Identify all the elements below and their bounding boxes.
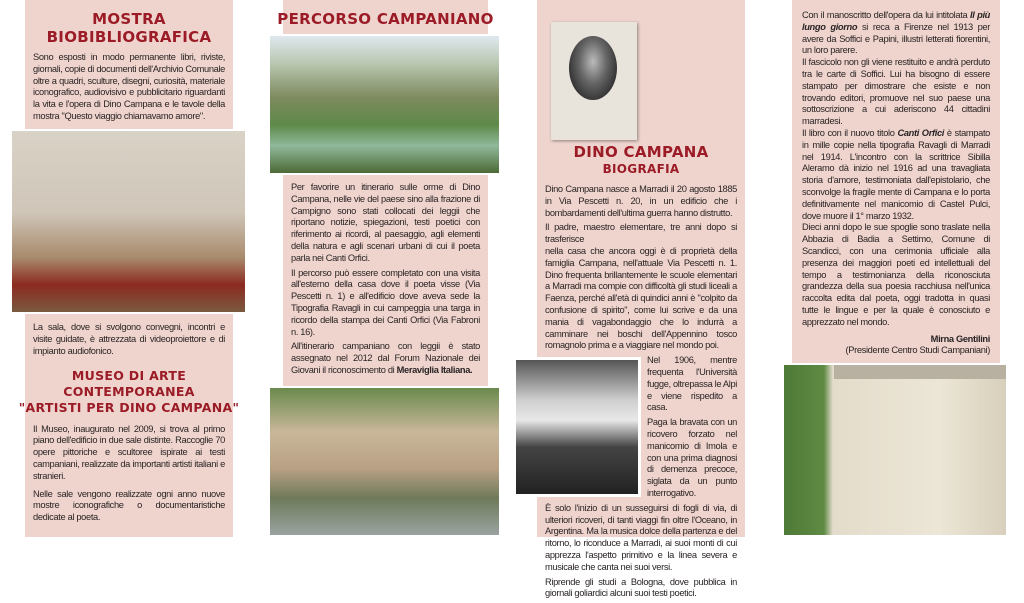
percorso-title: PERCORSO CAMPANIANO [277,10,494,28]
percorso-text [283,175,488,386]
percorso-p3 [291,341,480,376]
column-biografia-cont [782,0,1008,537]
group-waterfall-photo [513,357,641,497]
sala-text: La sala, dove si svolgono convegni, incontri e visite guidate, è attrezzata di videoproiettore e di impianto audiofonico. [33,322,225,356]
museo-title-line2: "ARTISTI PER DINO CAMPANA" [18,399,240,415]
bio4-p1b: si reca a Firenze nel 1913 per avere da Soffici e Papini, illustri letterati fiorentini, un loro parere. [802,21,990,56]
column-mostra [10,0,247,537]
bio-cont-text [792,0,1000,363]
book-title-piu-lungo-giorno: Il più lungo giorno [802,10,991,32]
museo-title-line1: MUSEO DI ARTE CONTEMPORANEA [63,367,195,399]
bio4-p1 [802,10,990,57]
bio-p3: Nel 1906, mentre frequenta l'Università fugge, oltrepassa le Alpi e viene rispedito a casa. [647,355,737,413]
column-percorso [268,0,501,537]
museum-building-photo [782,363,1008,537]
bio4-p3 [802,128,990,222]
town-buildings-photo [268,386,501,537]
building-roof [834,365,1006,379]
panel-biografia [537,0,745,599]
bio-p2a: Il padre, maestro elementare, tre anni dopo si trasferisce [545,222,737,245]
exhibition-room-photo [10,129,247,314]
panel-percorso-title [277,0,494,34]
mostra-title: MOSTRA BIOBIBLIOGRAFICA [46,10,212,46]
museo-title [11,368,247,416]
museo-text [33,424,225,524]
percorso-p3-text: All'itinerario campaniano con leggii è stato assegnato nel 2012 dal Forum Nazionale dei Giovani il riconoscimento di [291,341,480,375]
percorso-p1: Per favorire un itinerario sulle orme di Dino Campana, nelle vie del paese sino alla frazione di Campigno sono stati collocati dei leggii che riportano notizie, spiegazioni, testi poetici con riferimento ai ricordi, al paesaggio, agli elementi della natura e agli scenari urbani di cui il poeta parla nei Canti Orfici. [291,182,480,263]
biografia-subtitle: BIOGRAFIA [602,162,680,176]
panel-mostra-bottom [18,314,240,537]
bio4-p3b: è stampato in mille copie nella tipografia Ravagli di Marradi nel 1914. L'incontro con la scrittrice Sibilla Aleramo dà inizio nel 1916 ad una travagliata storia d'amore, testimoniata dall'epistolario, che sconvolge la fragile mente di Campana e lo porta definitivamente nel manicomio di Castel Pulci, dove muore il 1° marzo 1932. [802,127,990,221]
book-title-canti-orfici: Canti Orfici [897,127,944,138]
bio-p1: Dino Campana nasce a Marradi il 20 agosto 1885 in Via Pescetti n. 20, in un edificio che i bombardamenti dell'ultima guerra hanno distrutto. [545,184,737,218]
bio-p4: Paga la bravata con un ricovero forzato nel manicomio di Imola e con una prima diagnosi di demenza precoce, siglata da un punto interrogativo. [647,417,737,498]
panel-mostra-top [25,0,233,129]
bio4-p2: Il fascicolo non gli viene restituito e andrà perduto tra le carte di Soffici. Lui ha bisogno di essere stampato per dimostrare che esiste e non trovando editori, promuove nel suo paese una sottoscrizione a cui aderiscono 44 cittadini marradesi. [802,57,990,127]
meraviglia-italiana: Meraviglia Italiana. [396,364,473,375]
bio4-p3a: Il libro con il nuovo titolo [802,127,898,138]
museo-p2: Nelle sale vengono realizzate ogni anno nuove mostre iconografiche o documentaristiche dedicate al poeta. [33,488,225,523]
author-role: (Presidente Centro Studi Campaniani) [845,345,990,356]
museo-p1: Il Museo, inaugurato nel 2009, si trova al primo piano dell'edificio in due sale distinte. Raccoglie 70 opere pittoriche e scultoree ispirate ai testi campaniani, realizzate da importanti artisti italiani e stranieri. [33,423,225,481]
bio4-p1a: Con il manoscritto dell'opera da lui intitolata [802,10,970,20]
bio-p5: È solo l'inizio di un susseguirsi di fogli di via, di ulteriori ricoveri, di tanti viaggi fin oltre l'Oceano, in Argentina. Ma la musica dolce della partenza e del ritorno, lo riconduce a Marradi, ai suoi monti di cui apprezza l'aspetto primitivo e la linea severa e musicale che canta nei suoi versi. [545,502,737,572]
percorso-p2: Il percorso può essere completato con una visita all'esterno della casa dove il poeta visse (Via Pescetti n. 1) e all'edificio dove aveva sede la Tipografia Ravagli in cui campeggia una targa in ricordo della stampa dei Canti Orfici (Via Fabroni n. 16). [291,267,480,337]
campana-portrait-photo [551,22,637,140]
river-village-photo [268,34,501,175]
biografia-title-name: DINO CAMPANA [573,143,709,161]
biografia-title [545,144,737,178]
author-name: Mirna Gentilini [930,333,990,344]
bio-text [545,184,737,603]
bio-p6: Riprende gli studi a Bologna, dove pubblica in giornali goliardici alcuni suoi testi poetici. [545,576,737,599]
mostra-intro: Sono esposti in modo permanente libri, riviste, giornali, copie di documenti dell'Archivio Comunale oltre a quadri, sculture, disegni, curiosità, materiale iconografico, audiovisivo e pubblicitario riguardanti la vita e l'opera di Dino Campana e le tavole della mostra "Questo viaggio chiamavamo amore". [33,52,225,121]
bio-p2b: nella casa che ancora oggi è di proprietà della famiglia Campana, nell'attuale Via Pescetti n. 1. Dino frequenta brillantemente le scuole elementari a Marradi ma compie con difficoltà gli studi liceali a Faenza, perché all'età di quindici anni è "colpito da confusione di spirito", come lui scrive e da una mania di vagabondaggio che lo indurrà a camminare nei boschi dell'Appennino tosco romagnolo prima e a viaggiare nel mondo poi. [545,245,737,351]
bio4-p4: Dieci anni dopo le sue spoglie sono traslate nella Abbazia di Badia a Settimo, Comune di Scandicci, con una cerimonia ufficiale alla presenza dei maggiori poeti ed intellettuali del tempo a testimonianza della riconosciuta grandezza della sua poesia racchiusa nell'unica raccolta edita dal poeta, oggi tradotta in quasi tutte le lingue e per la quale è conosciuto e apprezzato nel mondo. [802,222,990,327]
portrait-oval [569,36,617,100]
